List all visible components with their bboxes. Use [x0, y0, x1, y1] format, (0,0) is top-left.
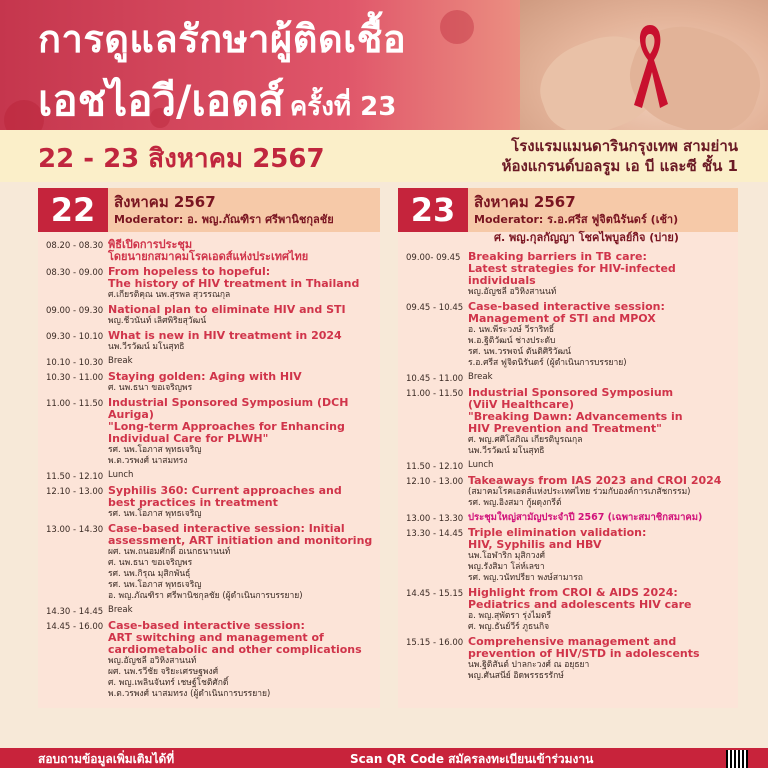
agenda-time: 13.00 - 13.30	[406, 514, 464, 524]
agenda-item	[398, 386, 738, 459]
title-edition: ครั้งที่ 23	[289, 92, 397, 122]
agenda-speaker: พญ.ศันสนีย์ อิดพรรธรรักษ์	[468, 671, 564, 681]
agenda-title-line: HIV Prevention and Treatment"	[468, 422, 662, 435]
agenda-speaker: รศ. นพ.วรพจน์ ตันติศิริวัฒน์	[468, 347, 571, 357]
agenda-time: 08.20 - 08.30	[46, 241, 104, 251]
agenda-speaker: ศ. นพ.ธนา ขอเจริญพร	[108, 558, 193, 568]
agenda-title-line: Case-based interactive session: Initial	[108, 522, 345, 535]
agenda-speaker: อ. นพ.พีระวงษ์ วีราริทธิ์	[468, 325, 555, 335]
agenda-body	[468, 475, 738, 509]
agenda-speaker: รศ. นพ.กิรุณ มุสิกพันธุ์	[108, 569, 191, 579]
agenda-body	[468, 301, 738, 369]
agenda-time: 10.10 - 10.30	[46, 358, 104, 368]
agenda-time: 09.00- 09.45	[406, 253, 461, 263]
agenda-item	[398, 526, 738, 586]
agenda-body	[108, 605, 380, 617]
agenda-speaker: นพ.วีรวัฒน์ มโนสุทธิ	[468, 446, 545, 456]
agenda-item	[398, 300, 738, 371]
agenda-break: Lunch	[468, 460, 494, 470]
agenda-item	[38, 522, 380, 604]
agenda-title-line: HIV, Syphilis and HBV	[468, 538, 602, 551]
agenda-time: 12.10 - 13.00	[46, 487, 104, 497]
agenda-item	[38, 265, 380, 303]
agenda-speaker: พ.ต.วรพงศ์ นาสมทรง	[108, 456, 188, 466]
agenda-title-line: What is new in HIV treatment in 2024	[108, 329, 342, 342]
agenda-time: 11.50 - 12.10	[406, 462, 464, 472]
agenda-speaker: ศ. นพ.ธนา ขอเจริญพร	[108, 383, 193, 393]
day-2-agenda	[398, 250, 738, 684]
event-date: 22 - 23 สิงหาคม 2567	[38, 144, 325, 174]
agenda-break: Break	[108, 356, 133, 366]
agenda-title-line: Breaking barriers in TB care:	[468, 250, 647, 263]
agenda-item	[398, 586, 738, 635]
red-ribbon-icon	[630, 20, 670, 110]
agenda-item	[398, 511, 738, 526]
agenda-speaker: รศ. พญ.อิงสมา กู้ผดุงกรีต์	[468, 498, 562, 508]
agenda-time: 14.30 - 14.45	[46, 607, 104, 617]
agenda-break: Break	[108, 605, 133, 615]
day-1-column	[38, 188, 380, 708]
day-2-header	[398, 188, 738, 244]
agenda-time: 09.30 - 10.10	[46, 332, 104, 342]
agenda-time: 11.00 - 11.50	[406, 389, 464, 399]
agenda-time: 09.00 - 09.30	[46, 306, 104, 316]
agenda-speaker: ร.อ.ศรีส ฟูจิตนิรันดร์ (ผู้ดำเนินการบรรยาย)	[468, 358, 627, 368]
agenda-title-line: Management of STI and MPOX	[468, 312, 656, 325]
agenda-title-line: "Long-term Approaches for Enhancing	[108, 420, 345, 433]
title-hiv-aids: เอชไอวี/เอดส์	[38, 76, 284, 125]
agenda-speaker: พ.อ.ฐิติวัฒน์ ช่างประดับ	[468, 336, 556, 346]
agenda-speaker: ผศ. นพ.รวีชัย จริยะเศรษฐพงศ์	[108, 667, 219, 677]
agenda-time: 13.00 - 14.30	[46, 525, 104, 535]
agenda-title-line: Industrial Sponsored Symposium	[468, 386, 674, 399]
agenda-title-line: The history of HIV treatment in Thailand	[108, 277, 360, 290]
venue-hotel: โรงแรมแมนดารินกรุงเทพ สามย่าน	[511, 137, 738, 155]
agenda-title-line: (ViiV Healthcare)	[468, 398, 575, 411]
agenda-title-line: โดยนายกสมาคมโรคเอดส์แห่งประเทศไทย	[108, 250, 309, 263]
agenda-item	[38, 355, 380, 370]
day-1-agenda	[38, 238, 380, 702]
day-moderator-afternoon: ศ. พญ.กุลกัญญา โชคไพบูลย์กิจ (บ่าย)	[494, 231, 679, 244]
agenda-title-line: Comprehensive management and	[468, 635, 677, 648]
agenda-body	[468, 387, 738, 457]
agenda-item	[38, 238, 380, 265]
agenda-speaker: ศ. พญ.ศศิโสภิณ เกียรติบูรณกุล	[468, 435, 583, 445]
day-1-header	[38, 188, 380, 232]
agenda-time: 13.30 - 14.45	[406, 529, 464, 539]
agenda-title-line: cardiometabolic and other complications	[108, 643, 362, 656]
agenda-time: 14.45 - 15.15	[406, 589, 464, 599]
agenda-speaker: ศ.เกียรติคุณ นพ.สุรพล สุวรรณกุล	[108, 290, 231, 300]
agenda-speaker: ศ. พญ.ธันย์วีร์ ภูธนกิจ	[468, 622, 550, 632]
agenda-body	[108, 371, 380, 394]
agenda-item	[398, 474, 738, 511]
day-moderator: Moderator: ร.อ.ศรีส ฟูจิตนิรันดร์ (เช้า)	[474, 213, 679, 226]
agenda-body	[108, 620, 380, 700]
day-moderator: Moderator: อ. พญ.ภัณฑิรา ศรีพานิชกุลชัย	[114, 213, 334, 226]
agenda-body	[108, 266, 380, 301]
qr-code-icon[interactable]	[726, 750, 748, 768]
agenda-body	[108, 485, 380, 520]
agenda-body	[468, 587, 738, 633]
agenda-title-line: Takeaways from IAS 2023 and CROI 2024	[468, 474, 722, 487]
day-number: 23	[398, 188, 468, 232]
agenda-time: 10.45 - 11.00	[406, 374, 464, 384]
agenda-body	[468, 527, 738, 584]
agenda-speaker: พญ.อัญชลี อวิหิงสานนท์	[108, 656, 197, 666]
agenda-item	[398, 459, 738, 474]
agenda-speaker: นพ.โอฬาริก มุสิกวงศ์	[468, 551, 546, 561]
agenda-speaker: รศ. นพ.โอภาส พุทธเจริญ	[108, 509, 202, 519]
day-month: สิงหาคม 2567	[474, 193, 576, 211]
agenda-title-line: Syphilis 360: Current approaches and	[108, 484, 342, 497]
agenda-title-line: Highlight from CROI & AIDS 2024:	[468, 586, 678, 599]
agenda-body	[108, 523, 380, 602]
agenda-speaker: ผศ. นพ.ถนอมศักดิ์ อเนกธนานนท์	[108, 547, 231, 557]
agenda-time: 15.15 - 16.00	[406, 638, 464, 648]
agenda-body	[108, 397, 380, 467]
agenda-body	[468, 251, 738, 298]
agenda-title-line: Staying golden: Aging with HIV	[108, 370, 302, 383]
agenda-speaker: รศ. นพ.โอภาส พุทธเจริญ	[108, 445, 202, 455]
agenda-body	[468, 636, 738, 682]
agenda-time: 11.50 - 12.10	[46, 472, 104, 482]
agenda-item	[38, 370, 380, 396]
agenda-title-line: พิธีเปิดการประชุม	[108, 238, 193, 251]
agenda-title-line: Case-based interactive session:	[108, 619, 305, 632]
agenda-time: 08.30 - 09.00	[46, 268, 104, 278]
venue-room: ห้องแกรนด์บอลรูม เอ บี และซี ชั้น 1	[501, 157, 738, 175]
agenda-body	[468, 512, 738, 524]
agenda-body	[108, 304, 380, 327]
agenda-item	[398, 250, 738, 300]
qr-register-label: Scan QR Code สมัครลงทะเบียนเข้าร่วมงาน	[350, 752, 594, 766]
agenda-speaker: ศ. พญ.เพลินจันทร์ เชษฐ์โชติศักดิ์	[108, 678, 229, 688]
agenda-title-line: National plan to eliminate HIV and STI	[108, 303, 346, 316]
agenda-time: 14.45 - 16.00	[46, 622, 104, 632]
agenda-speaker: อ. พญ.ภัณฑิรา ศรีพานิชกุลชัย (ผู้ดำเนินการบรรยาย)	[108, 591, 303, 601]
agenda-title-line: best practices in treatment	[108, 496, 278, 509]
agenda-meeting-title: ประชุมใหญ่สามัญประจำปี 2567 (เฉพาะสมาชิกสมาคม)	[468, 512, 703, 523]
agenda-body	[468, 460, 738, 472]
agenda-title-line: Triple elimination validation:	[468, 526, 647, 539]
agenda-title-line: From hopeless to hopeful:	[108, 265, 271, 278]
agenda-item	[38, 469, 380, 484]
agenda-time: 12.10 - 13.00	[406, 477, 464, 487]
agenda-title-line: assessment, ART initiation and monitoring	[108, 534, 373, 547]
agenda-body	[108, 470, 380, 482]
agenda-item	[38, 303, 380, 329]
agenda-body	[468, 372, 738, 384]
agenda-item	[38, 396, 380, 469]
title-line-2	[38, 68, 396, 130]
agenda-title-line: ART switching and management of	[108, 631, 324, 644]
agenda-time: 10.30 - 11.00	[46, 373, 104, 383]
agenda-speaker: รศ. นพ.โอภาส พุทธเจริญ	[108, 580, 202, 590]
agenda-speaker: พ.ต.วรพงศ์ นาสมทรง (ผู้ดำเนินการบรรยาย)	[108, 689, 271, 699]
agenda-title-line: Pediatrics and adolescents HIV care	[468, 598, 692, 611]
agenda-title-line: prevention of HIV/STD in adolescents	[468, 647, 700, 660]
agenda-time: 11.00 - 11.50	[46, 399, 104, 409]
hands-ribbon-photo	[520, 0, 768, 140]
agenda-time: 09.45 - 10.45	[406, 303, 464, 313]
agenda-item	[398, 635, 738, 684]
day-month: สิงหาคม 2567	[114, 193, 216, 211]
agenda-title-line: Latest strategies for HIV-infected individuals	[468, 262, 676, 287]
agenda-item	[38, 484, 380, 522]
agenda-body	[108, 239, 380, 263]
footer-bar	[0, 748, 768, 768]
agenda-speaker: (สมาคมโรคเอดส์แห่งประเทศไทย ร่วมกับองค์การเภสัชกรรม)	[468, 487, 691, 497]
agenda-speaker: พญ.อัญชลี อวิหิงสานนท์	[468, 287, 557, 297]
agenda-speaker: นพ.วีรวัฒน์ มโนสุทธิ	[108, 342, 185, 352]
day-2-column	[398, 188, 738, 708]
agenda-break: Lunch	[108, 470, 134, 480]
agenda-title-line: "Breaking Dawn: Advancements in	[468, 410, 683, 423]
agenda-body	[108, 356, 380, 368]
agenda-body	[108, 330, 380, 353]
agenda-speaker: นพ.ฐิติสันต์ ปาลกะวงศ์ ณ อยุธยา	[468, 660, 590, 670]
contact-label: สอบถามข้อมูลเพิ่มเติมได้ที่	[38, 752, 175, 766]
agenda-title-line: Case-based interactive session:	[468, 300, 665, 313]
day-number: 22	[38, 188, 108, 232]
agenda-break: Break	[468, 372, 493, 382]
agenda-speaker: พญ.ชีวนันท์ เลิศพิริยสุวัฒน์	[108, 316, 207, 326]
agenda-title-line: Industrial Sponsored Symposium (DCH Auriga)	[108, 396, 349, 421]
agenda-item	[38, 619, 380, 702]
agenda-speaker: รศ. พญ.วนัทปรียา พงษ์สามารถ	[468, 573, 583, 583]
agenda-item	[398, 371, 738, 386]
agenda-item	[38, 329, 380, 355]
agenda-speaker: อ. พญ.สุพัตรา รุ่งไมตรี	[468, 611, 552, 621]
title-line-1: การดูแลรักษาผู้ติดเชื้อ	[38, 17, 407, 61]
virus-icon	[440, 10, 474, 44]
agenda-item	[38, 604, 380, 619]
agenda-title-line: Individual Care for PLWH"	[108, 432, 269, 445]
agenda-speaker: พญ.รังสิมา โล่ห์เลขา	[468, 562, 545, 572]
